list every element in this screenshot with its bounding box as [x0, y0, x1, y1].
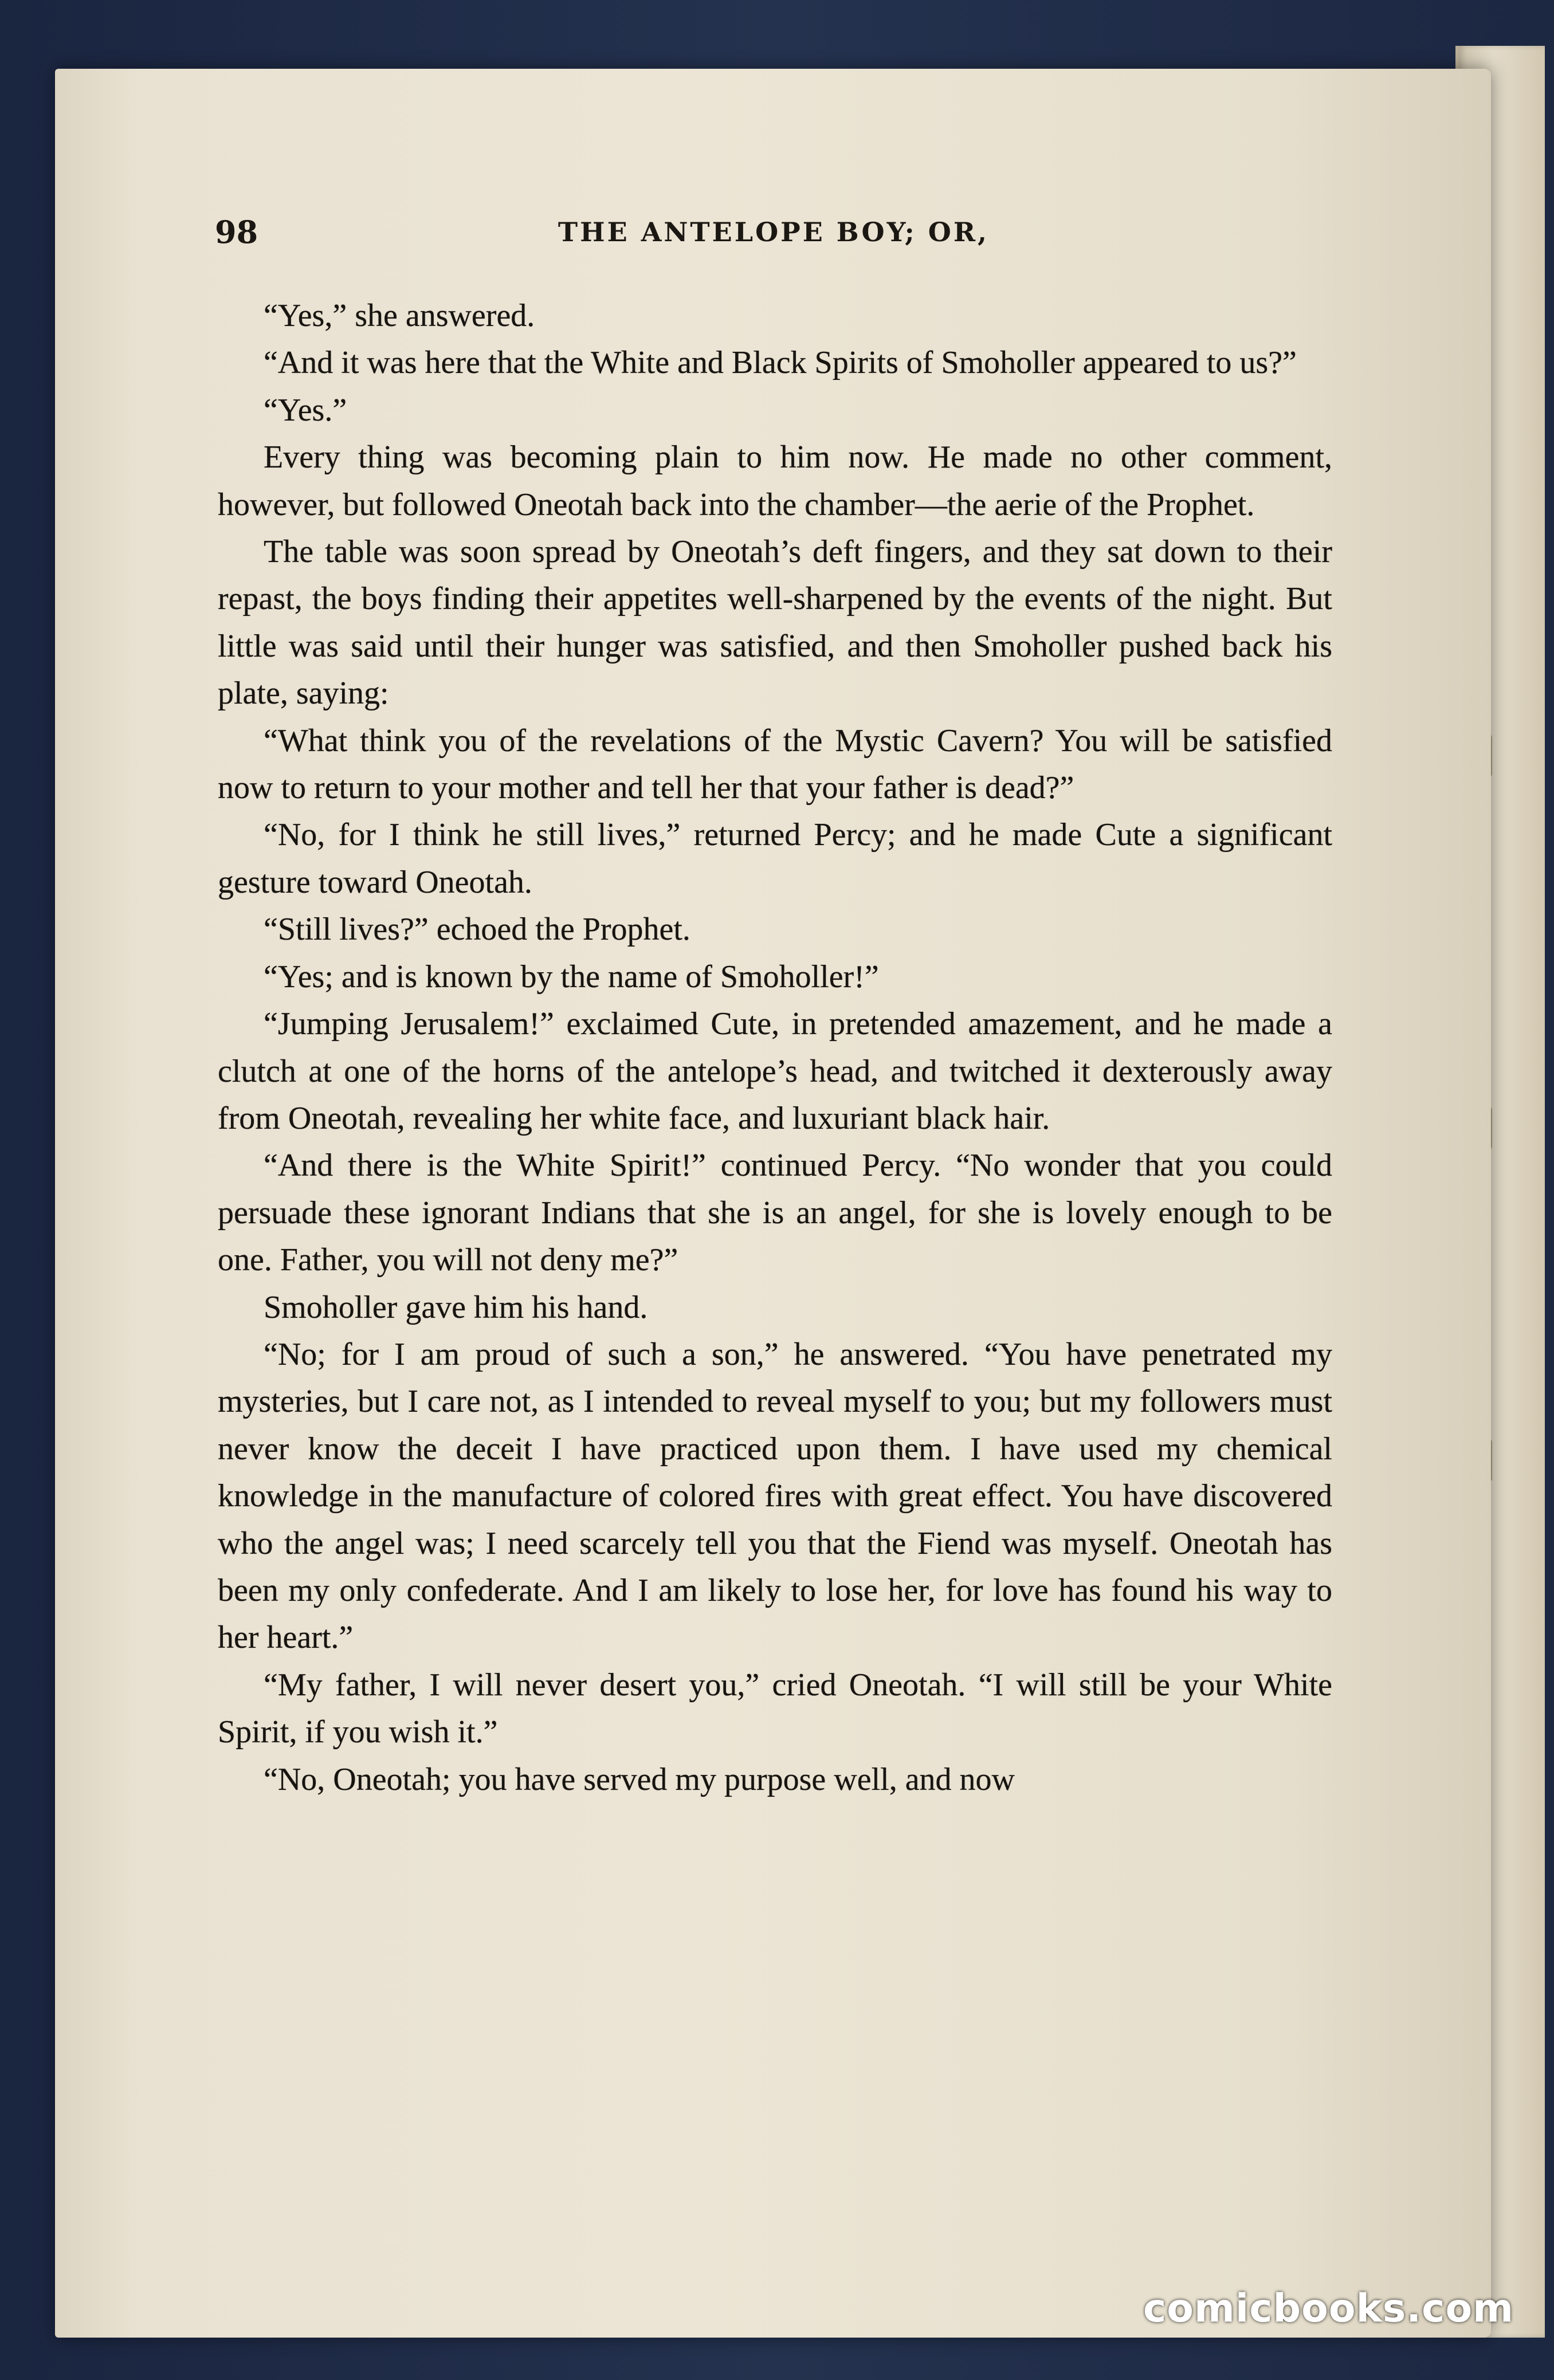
paragraph: “And it was here that the White and Black Spirits of Smoholler appeared to us?” [264, 345, 1297, 381]
paragraph: “No, for I think he still lives,” returned Percy; and he made Cute a significant gesture toward Oneotah. [218, 817, 1332, 900]
page-number: 98 [215, 214, 258, 250]
paragraph: “And there is the White Spirit!” continued Percy. “No wonder that you could persuade these ignorant Indians that she is an angel, for she is lovely enough to be one. Father, you will not deny me?” [218, 1148, 1332, 1278]
paragraph: Every thing was becoming plain to him now. He made no other comment, however, but followed Oneotah back into the chamber—the aerie of the Prophet. [218, 439, 1332, 523]
paragraph: “Yes,” she answered. [264, 298, 535, 333]
paragraph: “No, Oneotah; you have served my purpose well, and now [264, 1761, 1015, 1797]
paragraph: “What think you of the revelations of the Mystic Cavern? You will be satisfied now to return to your mother and tell her that your father is dead?” [218, 722, 1332, 806]
paragraph: “No; for I am proud of such a son,” he answered. “You have penetrated my mysteries, but I care not, as I intended to reveal myself to you; but my followers must never know the deceit I have practiced upon them. I have used my chemical knowledge in the manufacture of colored fires with great effect. You have discovered who the angel was; I need scarcely tell you that the Fiend was myself. Oneotah has been my only confederate. And I am likely to lose her, for love has found his way to her heart.” [218, 1336, 1332, 1656]
paragraph: The table was soon spread by Oneotah’s deft fingers, and they sat down to their repast, the boys finding their appetites well-sharpened by the events of the night. But little was said until their hunger was satisfied, and then Smoholler pushed back his plate, saying: [218, 534, 1332, 712]
paragraph: “My father, I will never desert you,” cried Oneotah. “I will still be your White Spirit, if you wish it.” [218, 1667, 1332, 1750]
watermark-logo: comicbooks.com [1143, 2286, 1514, 2331]
paragraph: “Yes; and is known by the name of Smoholler!” [264, 959, 879, 995]
paragraph: “Still lives?” echoed the Prophet. [264, 912, 690, 948]
page-header [215, 209, 1332, 255]
paragraph: “Yes.” [264, 392, 347, 428]
paragraph: “Jumping Jerusalem!” exclaimed Cute, in pretended amazement, and he made a clutch at one of the horns of the antelope’s head, and twitched it dexterously away from Oneotah, revealing her white face, and luxuriant black hair. [218, 1006, 1332, 1136]
body-text [218, 292, 1332, 1803]
running-head: THE ANTELOPE BOY; OR, [558, 217, 990, 248]
paragraph: Smoholler gave him his hand. [264, 1289, 648, 1325]
